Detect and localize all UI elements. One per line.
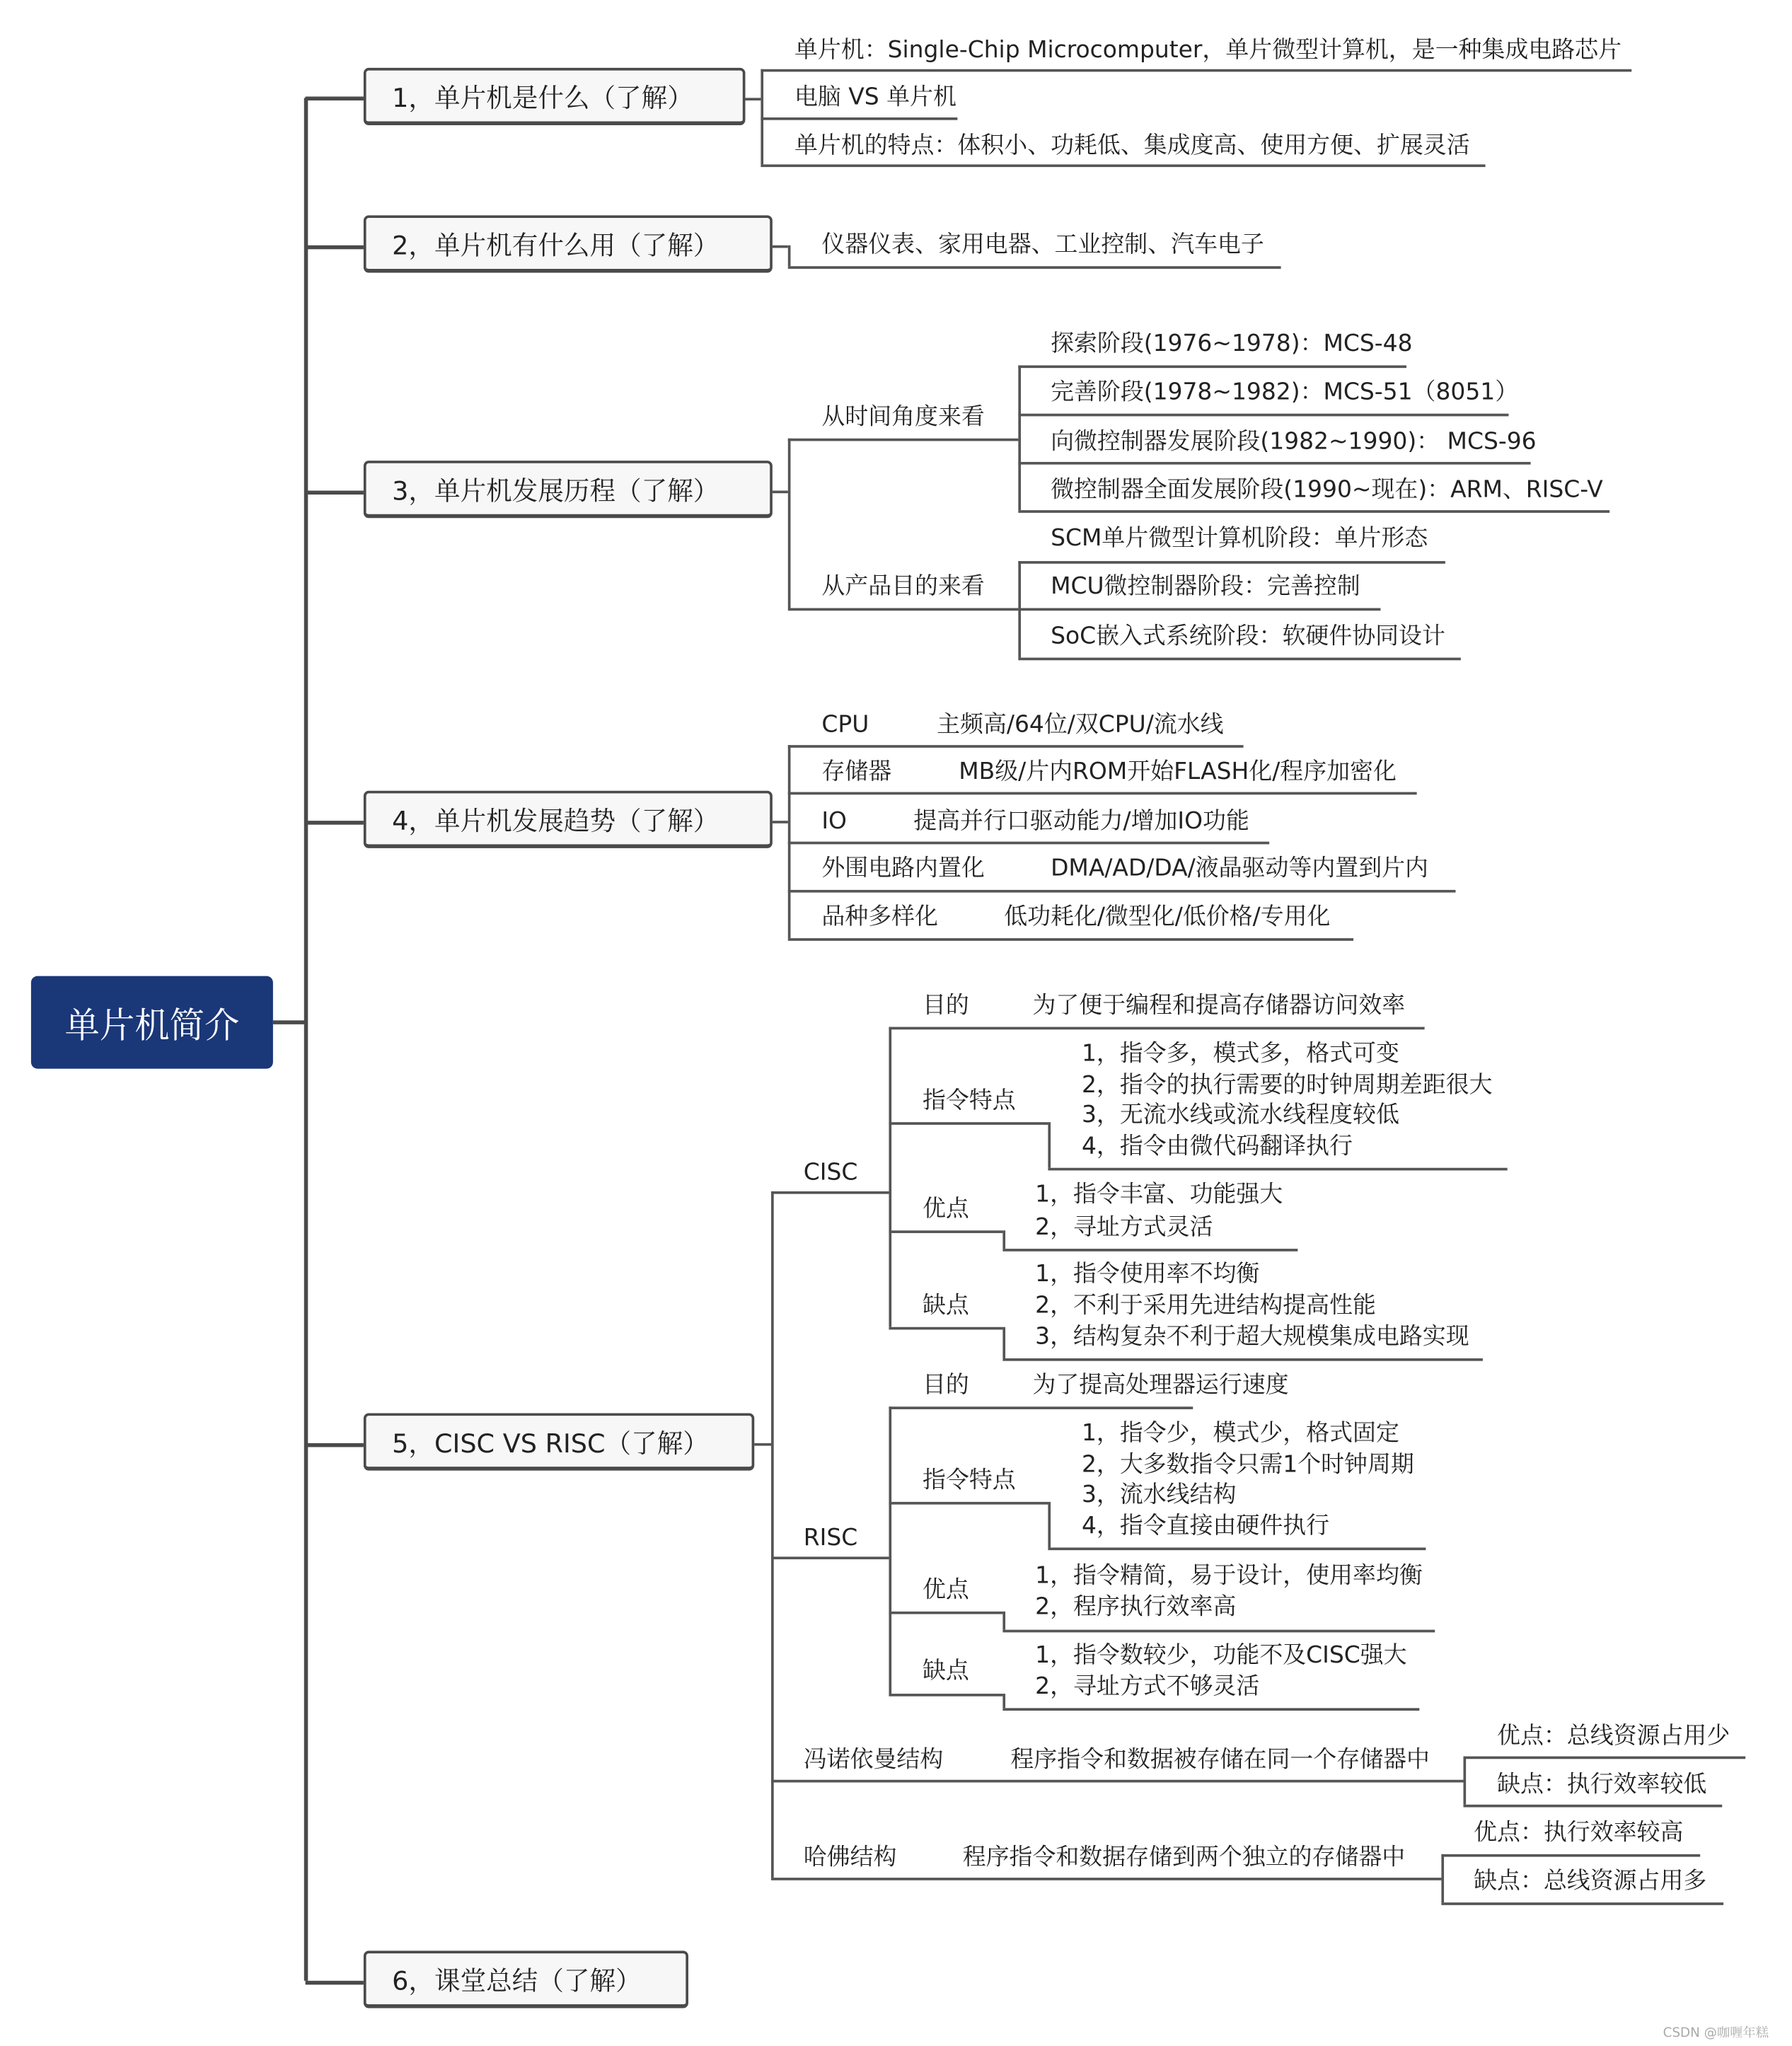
topic-1-child[interactable]: 单片机的特点：体积小、功耗低、集成度高、使用方便、扩展灵活	[794, 132, 1470, 160]
connector	[306, 96, 364, 100]
connector	[1048, 1122, 1051, 1168]
trend-key: 品种多样化	[821, 903, 938, 931]
topic-6-node[interactable]	[364, 1950, 688, 2008]
risc-feature[interactable]: 2，大多数指令只需1个时钟周期	[1081, 1450, 1414, 1479]
risc-pro[interactable]: 2，程序执行效率高	[1035, 1593, 1237, 1621]
topic-label: 3，单片机发展历程（了解）	[392, 475, 719, 507]
cisc-cons-key: 缺点	[923, 1291, 969, 1319]
cisc-feature[interactable]: 3，无流水线或流水线程度较低	[1081, 1101, 1399, 1129]
connector	[1002, 1694, 1005, 1708]
connector	[306, 1981, 364, 1985]
watermark: CSDN @咖喱年糕	[1663, 2026, 1769, 2041]
cisc-pro[interactable]: 1，指令丰富、功能强大	[1035, 1181, 1283, 1208]
connector	[788, 439, 791, 608]
underline	[761, 69, 1631, 72]
von-neumann-con[interactable]: 缺点：执行效率较低	[1497, 1770, 1707, 1798]
topic-label: 5，CISC VS RISC（了解）	[392, 1427, 709, 1460]
topic-1-child[interactable]: 电脑 VS 单片机	[794, 83, 956, 111]
connector	[1463, 1757, 1466, 1805]
harvard-label[interactable]: 哈佛结构	[803, 1844, 897, 1871]
trend-key: CPU	[821, 711, 869, 739]
trend-value[interactable]: 提高并行口驱动能力/增加IO功能	[913, 807, 1249, 836]
connector	[306, 1443, 364, 1447]
risc-pros-key: 优点	[923, 1576, 969, 1604]
harvard-con[interactable]: 缺点：总线资源占用多	[1474, 1867, 1707, 1895]
trend-value[interactable]: DMA/AD/DA/液晶驱动等内置到片内	[1051, 855, 1428, 882]
risc-purpose[interactable]: 为了提高处理器运行速度	[1032, 1371, 1289, 1399]
connector	[1002, 1612, 1005, 1630]
connector	[273, 1020, 306, 1024]
stage-item[interactable]: 完善阶段(1978~1982)：MCS-51（8051）	[1051, 378, 1519, 406]
trend-key: 存储器	[821, 758, 892, 786]
underline	[889, 1612, 1002, 1614]
underline	[1441, 1854, 1700, 1857]
cisc-feature[interactable]: 4，指令由微代码翻译执行	[1081, 1132, 1353, 1160]
underline	[788, 439, 1019, 441]
underline	[1018, 561, 1445, 564]
connector	[889, 1027, 891, 1327]
underline	[761, 164, 1485, 167]
topic-5-node[interactable]	[364, 1413, 754, 1470]
cisc-pros-key: 优点	[923, 1195, 969, 1223]
connector	[306, 821, 364, 825]
cisc-con[interactable]: 3，结构复杂不利于超大规模集成电路实现	[1035, 1323, 1469, 1351]
risc-cons-key: 缺点	[923, 1657, 969, 1685]
topic-4-node[interactable]	[364, 791, 773, 848]
stage-item[interactable]: 微控制器全面发展阶段(1990~现在)：ARM、RISC-V	[1051, 476, 1603, 504]
underline	[889, 1230, 1002, 1233]
underline	[771, 1878, 1441, 1880]
underline	[1002, 1358, 1483, 1361]
stage-item[interactable]: SCM单片微型计算机阶段：单片形态	[1051, 524, 1428, 553]
underline	[788, 792, 1417, 795]
group-time[interactable]: 从时间角度来看	[821, 403, 985, 431]
risc-feature[interactable]: 4，指令直接由硬件执行	[1081, 1512, 1330, 1540]
underline	[889, 1406, 1193, 1409]
risc-features-key: 指令特点	[923, 1467, 1016, 1494]
underline	[889, 1122, 1048, 1125]
root-label: 单片机简介	[64, 1006, 240, 1047]
underline	[788, 842, 1269, 845]
underline	[1048, 1168, 1507, 1171]
cisc-pro[interactable]: 2，寻址方式灵活	[1035, 1213, 1213, 1242]
cisc-con[interactable]: 2，不利于采用先进结构提高性能	[1035, 1291, 1376, 1319]
cisc-feature[interactable]: 1，指令多，模式多，格式可变	[1081, 1039, 1399, 1068]
underline	[1463, 1757, 1745, 1759]
connector	[306, 490, 364, 495]
underline	[788, 266, 1281, 269]
risc-pro[interactable]: 1，指令精简，易于设计，使用率均衡	[1035, 1561, 1423, 1590]
underline	[788, 890, 1456, 893]
underline	[761, 117, 957, 120]
von-neumann-pro[interactable]: 优点：总线资源占用少	[1497, 1722, 1730, 1750]
group-product[interactable]: 从产品目的来看	[821, 572, 985, 601]
stage-item[interactable]: MCU微控制器阶段：完善控制	[1051, 572, 1360, 601]
topic-label: 1，单片机是什么（了解）	[392, 82, 693, 114]
stage-item[interactable]: 向微控制器发展阶段(1982~1990)： MCS-96	[1051, 427, 1537, 456]
underline	[1018, 658, 1460, 661]
underline	[1002, 1249, 1297, 1252]
harvard-desc[interactable]: 程序指令和数据存储到两个独立的存储器中	[962, 1844, 1406, 1871]
topic-label: 6，课堂总结（了解）	[392, 1965, 642, 1996]
cisc-feature[interactable]: 2，指令的执行需要的时钟周期差距很大	[1081, 1071, 1493, 1099]
risc-feature[interactable]: 1，指令少，模式少，格式固定	[1081, 1419, 1399, 1447]
connector	[306, 245, 364, 250]
underline	[1002, 1708, 1419, 1711]
underline	[1018, 462, 1530, 465]
trend-key: 外围电路内置化	[821, 855, 985, 882]
underline	[889, 1027, 1424, 1030]
trend-key: IO	[821, 807, 847, 836]
topic-2-node[interactable]	[364, 215, 773, 272]
underline	[889, 1502, 1048, 1505]
underline	[771, 1780, 1463, 1783]
cisc-purpose-key: 目的	[923, 991, 969, 1019]
von-neumann-desc[interactable]: 程序指令和数据被存储在同一个存储器中	[1010, 1745, 1430, 1774]
trend-value[interactable]: 低功耗化/微型化/低价格/专用化	[1004, 903, 1331, 931]
underline	[889, 1327, 1002, 1330]
risc-con[interactable]: 1，指令数较少，功能不及CISC强大	[1035, 1641, 1407, 1669]
connector	[1048, 1502, 1051, 1548]
connector	[773, 245, 788, 248]
connector	[889, 1406, 891, 1694]
trend-value[interactable]: MB级/片内ROM开始FLASH化/程序加密化	[959, 758, 1397, 786]
trend-value[interactable]: 主频高/64位/双CPU/流水线	[937, 711, 1224, 739]
connector	[1002, 1230, 1005, 1249]
underline	[788, 608, 1019, 611]
topic-2-child[interactable]: 仪器仪表、家用电器、工业控制、汽车电子	[821, 231, 1264, 259]
root-node[interactable]	[31, 976, 273, 1069]
connector	[1441, 1854, 1444, 1902]
connector	[773, 821, 788, 823]
underline	[1463, 1805, 1722, 1808]
risc-con[interactable]: 2，寻址方式不够灵活	[1035, 1672, 1260, 1701]
underline	[1018, 510, 1609, 513]
underline	[889, 1694, 1002, 1697]
risc-feature[interactable]: 3，流水线结构	[1081, 1481, 1237, 1509]
topic-3-node[interactable]	[364, 461, 773, 518]
underline	[1018, 414, 1508, 417]
von-neumann-label[interactable]: 冯诺依曼结构	[803, 1745, 944, 1774]
underline	[788, 745, 1244, 748]
trunk-line	[304, 98, 308, 1980]
harvard-pro[interactable]: 优点：执行效率较高	[1474, 1819, 1684, 1846]
underline	[1018, 608, 1380, 611]
stage-item[interactable]: 探索阶段(1976~1978)：MCS-48	[1051, 330, 1413, 358]
underline	[1002, 1630, 1435, 1633]
risc-label[interactable]: RISC	[803, 1524, 858, 1551]
connector	[1018, 365, 1021, 510]
underline	[771, 1556, 889, 1559]
cisc-label[interactable]: CISC	[803, 1158, 858, 1186]
underline	[1018, 365, 1406, 368]
topic-label: 4，单片机发展趋势（了解）	[392, 804, 719, 837]
topic-1-node[interactable]	[364, 68, 746, 125]
connector	[754, 1443, 771, 1446]
underline	[1048, 1547, 1426, 1550]
underline	[771, 1191, 889, 1194]
connector	[745, 98, 761, 100]
topic-label: 2，单片机有什么用（了解）	[392, 229, 719, 261]
connector	[771, 1191, 774, 1878]
connector	[773, 490, 788, 493]
connector	[1002, 1327, 1005, 1358]
cisc-features-key: 指令特点	[923, 1087, 1016, 1115]
connector	[788, 245, 791, 267]
stage-item[interactable]: SoC嵌入式系统阶段：软硬件协同设计	[1051, 622, 1445, 650]
cisc-con[interactable]: 1，指令使用率不均衡	[1035, 1260, 1260, 1288]
cisc-purpose[interactable]: 为了便于编程和提高存储器访问效率	[1032, 991, 1406, 1019]
risc-purpose-key: 目的	[923, 1371, 969, 1399]
underline	[788, 938, 1353, 941]
underline	[1441, 1902, 1723, 1905]
topic-1-child[interactable]: 单片机：Single-Chip Microcomputer，单片微型计算机，是一种集成电路芯片	[794, 36, 1622, 64]
